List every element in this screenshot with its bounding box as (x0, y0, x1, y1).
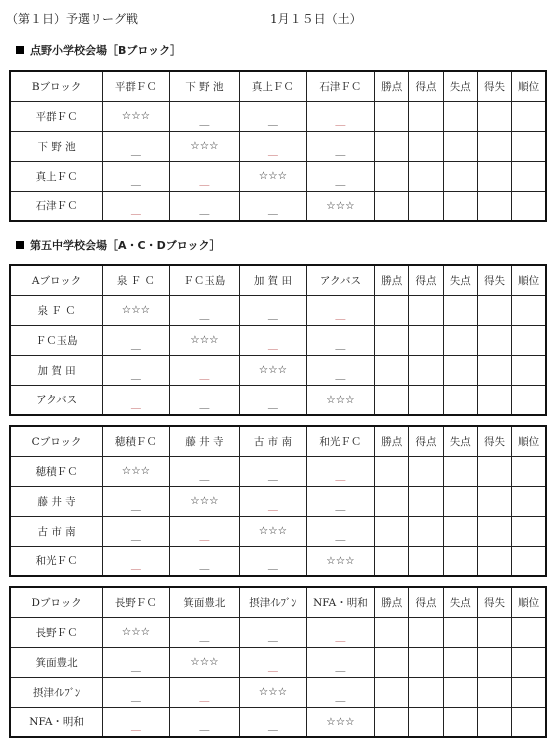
table-row (10, 325, 546, 355)
score-cell (409, 456, 443, 486)
blank-score-mark: ＿ (130, 662, 141, 674)
team-row-label: 摂津ｲﾚﾌﾞﾝ (10, 677, 103, 707)
score-cell (477, 295, 511, 325)
match-result-cell (240, 707, 306, 737)
match-result-cell (103, 677, 169, 707)
score-cell (443, 385, 477, 415)
team-header-cell: 加 賀 田 (240, 265, 306, 295)
score-cell (375, 707, 409, 737)
score-cell (512, 707, 546, 737)
score-cell (443, 161, 477, 191)
score-cell (443, 677, 477, 707)
blank-score-mark: ＿ (335, 310, 346, 322)
table-row (10, 677, 546, 707)
diagonal-stars-cell: ☆☆☆ (306, 191, 375, 221)
match-result-cell (169, 161, 240, 191)
team-header-cell: アクバス (306, 265, 375, 295)
blank-score-mark: ＿ (130, 340, 141, 352)
score-cell (375, 385, 409, 415)
blank-score-mark: ＿ (335, 662, 346, 674)
block-name-cell: Dブロック (10, 587, 103, 617)
blank-score-mark: ＿ (335, 116, 346, 128)
match-result-cell (240, 191, 306, 221)
blank-score-mark: ＿ (267, 501, 278, 513)
team-row-label: 平群ＦＣ (10, 101, 103, 131)
team-header-cell: 箕面豊北 (169, 587, 240, 617)
score-cell (477, 325, 511, 355)
team-row-label: アクバス (10, 385, 103, 415)
score-cell (512, 677, 546, 707)
match-result-cell (306, 647, 375, 677)
blank-score-mark: ＿ (335, 370, 346, 382)
match-result-cell (306, 131, 375, 161)
match-result-cell (306, 355, 375, 385)
team-header-cell: 古 市 南 (240, 426, 306, 456)
match-result-cell (306, 101, 375, 131)
match-result-cell (240, 617, 306, 647)
team-header-cell: 石津ＦＣ (306, 71, 375, 101)
match-result-cell (169, 516, 240, 546)
blank-score-mark: ＿ (199, 632, 210, 644)
match-result-cell (103, 355, 169, 385)
diagonal-stars-cell: ☆☆☆ (306, 546, 375, 576)
score-cell (409, 101, 443, 131)
score-cell (409, 295, 443, 325)
score-cell (477, 355, 511, 385)
score-cell (443, 456, 477, 486)
match-result-cell (240, 101, 306, 131)
score-cell (512, 456, 546, 486)
match-result-cell (169, 677, 240, 707)
score-cell (512, 355, 546, 385)
score-cell (375, 131, 409, 161)
team-header-cell: 真上ＦＣ (240, 71, 306, 101)
table-row (10, 516, 546, 546)
score-cell (512, 101, 546, 131)
score-cell (375, 677, 409, 707)
score-cell (375, 617, 409, 647)
team-row-label: 真上ＦＣ (10, 161, 103, 191)
team-row-label: 穂積ＦＣ (10, 456, 103, 486)
score-cell (443, 546, 477, 576)
match-result-cell (169, 191, 240, 221)
score-header-cell: 失点 (443, 587, 477, 617)
score-header-cell: 順位 (512, 265, 546, 295)
diagonal-stars-cell: ☆☆☆ (103, 617, 169, 647)
score-cell (375, 486, 409, 516)
blank-score-mark: ＿ (267, 400, 278, 411)
match-result-cell (169, 355, 240, 385)
score-header-cell: 得点 (409, 265, 443, 295)
team-header-cell: 下 野 池 (169, 71, 240, 101)
score-cell (375, 295, 409, 325)
score-cell (512, 546, 546, 576)
blank-score-mark: ＿ (130, 692, 141, 704)
score-cell (409, 707, 443, 737)
blank-score-mark: ＿ (267, 722, 278, 733)
team-row-label: 石津ＦＣ (10, 191, 103, 221)
diagonal-stars-cell: ☆☆☆ (240, 677, 306, 707)
team-header-cell: 和光ＦＣ (306, 426, 375, 456)
team-row-label: 長野ＦＣ (10, 617, 103, 647)
score-cell (409, 325, 443, 355)
table-row (10, 617, 546, 647)
square-bullet-icon (16, 241, 24, 249)
block-table (9, 264, 547, 416)
team-row-label: 泉 Ｆ Ｃ (10, 295, 103, 325)
match-result-cell (306, 325, 375, 355)
score-cell (512, 486, 546, 516)
blank-score-mark: ＿ (267, 632, 278, 644)
match-result-cell (103, 707, 169, 737)
score-header-cell: 得点 (409, 71, 443, 101)
team-header-cell: 藤 井 寺 (169, 426, 240, 456)
score-cell (512, 295, 546, 325)
blank-score-mark: ＿ (267, 116, 278, 128)
blank-score-mark: ＿ (335, 501, 346, 513)
blank-score-mark: ＿ (199, 116, 210, 128)
match-result-cell (169, 295, 240, 325)
page-date: 1月１５日（土） (270, 12, 362, 26)
score-cell (375, 546, 409, 576)
match-result-cell (103, 486, 169, 516)
blank-score-mark: ＿ (130, 146, 141, 158)
section-title: 点野小学校会場［Bブロック］ (30, 44, 182, 57)
blank-score-mark: ＿ (199, 692, 210, 704)
score-cell (477, 617, 511, 647)
table-row (10, 546, 546, 576)
match-result-cell (306, 456, 375, 486)
score-cell (443, 617, 477, 647)
score-header-cell: 勝点 (375, 265, 409, 295)
table-row (10, 355, 546, 385)
match-result-cell (103, 647, 169, 677)
team-header-cell: 長野ＦＣ (103, 587, 169, 617)
square-bullet-icon (16, 46, 24, 54)
match-result-cell (306, 677, 375, 707)
score-cell (477, 516, 511, 546)
score-cell (375, 101, 409, 131)
score-cell (375, 456, 409, 486)
match-result-cell (306, 516, 375, 546)
score-cell (443, 131, 477, 161)
score-cell (477, 101, 511, 131)
match-result-cell (103, 131, 169, 161)
score-cell (477, 677, 511, 707)
blank-score-mark: ＿ (199, 176, 210, 188)
score-cell (375, 355, 409, 385)
match-result-cell (103, 161, 169, 191)
table-row (10, 131, 546, 161)
score-cell (443, 101, 477, 131)
blank-score-mark: ＿ (199, 722, 210, 733)
match-result-cell (306, 295, 375, 325)
blank-score-mark: ＿ (335, 176, 346, 188)
score-cell (443, 325, 477, 355)
score-header-cell: 得点 (409, 587, 443, 617)
team-row-label: 和光ＦＣ (10, 546, 103, 576)
blank-score-mark: ＿ (199, 206, 210, 217)
score-cell (443, 486, 477, 516)
score-cell (375, 161, 409, 191)
match-result-cell (103, 325, 169, 355)
diagonal-stars-cell: ☆☆☆ (169, 131, 240, 161)
diagonal-stars-cell: ☆☆☆ (169, 647, 240, 677)
match-result-cell (240, 131, 306, 161)
score-cell (477, 647, 511, 677)
score-cell (409, 677, 443, 707)
table-row (10, 295, 546, 325)
blank-score-mark: ＿ (267, 471, 278, 483)
section-heading (16, 42, 181, 58)
score-cell (375, 516, 409, 546)
team-header-cell: 摂津ｲﾚﾌﾞﾝ (240, 587, 306, 617)
table-header-row (10, 265, 546, 295)
blank-score-mark: ＿ (130, 176, 141, 188)
score-header-cell: 得失 (477, 587, 511, 617)
blank-score-mark: ＿ (130, 400, 141, 411)
blank-score-mark: ＿ (267, 561, 278, 572)
block-name-cell: Aブロック (10, 265, 103, 295)
block-table (9, 425, 547, 577)
score-cell (409, 546, 443, 576)
score-header-cell: 勝点 (375, 587, 409, 617)
match-result-cell (169, 456, 240, 486)
diagonal-stars-cell: ☆☆☆ (103, 295, 169, 325)
score-cell (409, 191, 443, 221)
blank-score-mark: ＿ (335, 632, 346, 644)
table-row (10, 486, 546, 516)
match-result-cell (169, 101, 240, 131)
blank-score-mark: ＿ (130, 561, 141, 572)
score-cell (409, 516, 443, 546)
score-cell (409, 131, 443, 161)
match-result-cell (306, 617, 375, 647)
blank-score-mark: ＿ (335, 471, 346, 483)
score-cell (409, 355, 443, 385)
diagonal-stars-cell: ☆☆☆ (169, 486, 240, 516)
table-row (10, 385, 546, 415)
match-result-cell (169, 546, 240, 576)
blank-score-mark: ＿ (335, 531, 346, 543)
score-header-cell: 得点 (409, 426, 443, 456)
table-header-row (10, 426, 546, 456)
team-header-cell: 平群ＦＣ (103, 71, 169, 101)
score-cell (375, 191, 409, 221)
score-cell (375, 325, 409, 355)
page-title: （第１日）予選リーグ戦 (6, 12, 139, 26)
match-result-cell (240, 456, 306, 486)
match-result-cell (169, 707, 240, 737)
blank-score-mark: ＿ (199, 310, 210, 322)
diagonal-stars-cell: ☆☆☆ (103, 456, 169, 486)
score-header-cell: 失点 (443, 265, 477, 295)
match-result-cell (103, 516, 169, 546)
score-header-cell: 得失 (477, 71, 511, 101)
score-header-cell: 勝点 (375, 426, 409, 456)
blank-score-mark: ＿ (335, 340, 346, 352)
match-result-cell (169, 617, 240, 647)
score-cell (477, 546, 511, 576)
blank-score-mark: ＿ (130, 722, 141, 733)
score-header-cell: 勝点 (375, 71, 409, 101)
score-cell (477, 131, 511, 161)
score-cell (409, 161, 443, 191)
blank-score-mark: ＿ (335, 692, 346, 704)
score-cell (512, 385, 546, 415)
table-header-row (10, 71, 546, 101)
score-header-cell: 順位 (512, 71, 546, 101)
team-header-cell: 泉 Ｆ Ｃ (103, 265, 169, 295)
blank-score-mark: ＿ (267, 340, 278, 352)
match-result-cell (240, 295, 306, 325)
match-result-cell (240, 647, 306, 677)
score-cell (512, 617, 546, 647)
match-result-cell (103, 191, 169, 221)
team-row-label: NFA・明和 (10, 707, 103, 737)
score-cell (443, 355, 477, 385)
score-header-cell: 得失 (477, 265, 511, 295)
score-cell (443, 295, 477, 325)
diagonal-stars-cell: ☆☆☆ (103, 101, 169, 131)
score-cell (477, 191, 511, 221)
team-row-label: 箕面豊北 (10, 647, 103, 677)
score-cell (512, 325, 546, 355)
score-cell (409, 385, 443, 415)
team-row-label: 藤 井 寺 (10, 486, 103, 516)
table-row (10, 707, 546, 737)
match-result-cell (240, 546, 306, 576)
table-row (10, 101, 546, 131)
score-cell (512, 516, 546, 546)
team-row-label: 下 野 池 (10, 131, 103, 161)
table-row (10, 161, 546, 191)
score-cell (512, 161, 546, 191)
team-header-cell: 穂積ＦＣ (103, 426, 169, 456)
block-table (9, 70, 547, 222)
match-result-cell (306, 161, 375, 191)
blank-score-mark: ＿ (199, 561, 210, 572)
team-header-cell: ＦＣ玉島 (169, 265, 240, 295)
match-result-cell (240, 385, 306, 415)
blank-score-mark: ＿ (130, 531, 141, 543)
diagonal-stars-cell: ☆☆☆ (240, 516, 306, 546)
blank-score-mark: ＿ (199, 531, 210, 543)
match-result-cell (103, 385, 169, 415)
table-header-row (10, 587, 546, 617)
blank-score-mark: ＿ (130, 370, 141, 382)
team-row-label: ＦＣ玉島 (10, 325, 103, 355)
score-cell (512, 131, 546, 161)
match-result-cell (240, 325, 306, 355)
score-cell (443, 647, 477, 677)
blank-score-mark: ＿ (199, 370, 210, 382)
score-cell (477, 385, 511, 415)
match-result-cell (306, 486, 375, 516)
score-header-cell: 得失 (477, 426, 511, 456)
table-row (10, 191, 546, 221)
table-row (10, 647, 546, 677)
score-cell (443, 516, 477, 546)
score-cell (409, 486, 443, 516)
match-result-cell (240, 486, 306, 516)
score-cell (477, 486, 511, 516)
diagonal-stars-cell: ☆☆☆ (306, 707, 375, 737)
score-cell (512, 647, 546, 677)
score-cell (477, 161, 511, 191)
score-header-cell: 失点 (443, 71, 477, 101)
team-header-cell: NFA・明和 (306, 587, 375, 617)
match-result-cell (103, 546, 169, 576)
score-cell (512, 191, 546, 221)
score-cell (375, 647, 409, 677)
score-cell (409, 617, 443, 647)
match-result-cell (169, 385, 240, 415)
score-header-cell: 失点 (443, 426, 477, 456)
blank-score-mark: ＿ (267, 206, 278, 217)
score-cell (477, 707, 511, 737)
block-name-cell: Cブロック (10, 426, 103, 456)
score-cell (409, 647, 443, 677)
score-cell (443, 707, 477, 737)
team-row-label: 加 賀 田 (10, 355, 103, 385)
diagonal-stars-cell: ☆☆☆ (240, 161, 306, 191)
diagonal-stars-cell: ☆☆☆ (169, 325, 240, 355)
diagonal-stars-cell: ☆☆☆ (306, 385, 375, 415)
section-heading (16, 237, 221, 253)
blank-score-mark: ＿ (267, 146, 278, 158)
score-cell (477, 456, 511, 486)
blank-score-mark: ＿ (267, 662, 278, 674)
blank-score-mark: ＿ (267, 310, 278, 322)
table-row (10, 456, 546, 486)
blank-score-mark: ＿ (335, 146, 346, 158)
blank-score-mark: ＿ (130, 501, 141, 513)
score-header-cell: 順位 (512, 587, 546, 617)
block-name-cell: Bブロック (10, 71, 103, 101)
diagonal-stars-cell: ☆☆☆ (240, 355, 306, 385)
section-title: 第五中学校会場［A・C・Dブロック］ (30, 239, 221, 252)
blank-score-mark: ＿ (130, 206, 141, 217)
blank-score-mark: ＿ (199, 400, 210, 411)
team-row-label: 古 市 南 (10, 516, 103, 546)
score-header-cell: 順位 (512, 426, 546, 456)
score-cell (443, 191, 477, 221)
blank-score-mark: ＿ (199, 471, 210, 483)
block-table (9, 586, 547, 738)
